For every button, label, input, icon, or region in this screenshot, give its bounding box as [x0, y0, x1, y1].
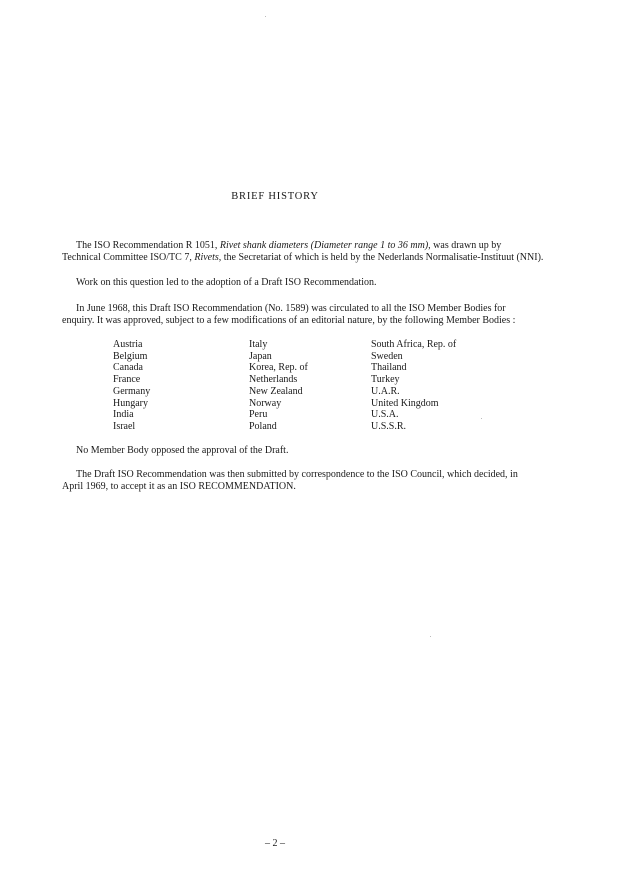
member-body: Netherlands [249, 374, 298, 386]
paragraph-circulation [62, 303, 530, 327]
paragraph-line: The Draft ISO Recommendation was then submitted by correspondence to the ISO Council, which decided, in [76, 469, 518, 480]
page-title: BRIEF HISTORY [231, 191, 319, 202]
paragraph-line [62, 240, 530, 252]
member-column-3 [371, 339, 456, 433]
paragraph-line: April 1969, to accept it as an ISO RECOMMENDATION. [62, 481, 296, 492]
member-body: Korea, Rep. of [249, 362, 308, 374]
member-body: U.A.R. [371, 385, 400, 397]
paragraph-no-opposition [62, 445, 530, 457]
member-body: Hungary [113, 397, 148, 409]
text-run: was drawn up by [430, 240, 502, 251]
member-body: Peru [249, 409, 268, 421]
member-body: Turkey [371, 374, 400, 386]
text-run: Technical Committee ISO/TC 7, [62, 252, 195, 263]
member-body: Sweden [371, 350, 403, 362]
paragraph-line: In June 1968, this Draft ISO Recommendation (No. 1589) was circulated to all the ISO Member Bodies for [76, 303, 506, 314]
scan-speck [481, 418, 482, 419]
paragraph-origin [62, 240, 544, 264]
paragraph-line: Work on this question led to the adoption of a Draft ISO Recommendation. [76, 277, 377, 288]
member-body: U.S.S.R. [371, 420, 407, 432]
paragraph-adoption [62, 277, 530, 289]
member-body: India [113, 409, 134, 421]
scan-speck [265, 16, 266, 17]
paragraph-line [62, 252, 544, 264]
member-body: France [113, 374, 141, 386]
member-column-2 [249, 339, 308, 433]
member-body: South Africa, Rep. of [371, 339, 457, 350]
member-bodies-list [113, 339, 533, 435]
member-body: Italy [249, 339, 268, 350]
paragraph-line: enquiry. It was approved, subject to a few modifications of an editorial nature, by the following Member Bodies : [62, 315, 516, 326]
italic-committee: Rivets, [194, 252, 222, 263]
member-body: Thailand [371, 362, 407, 374]
member-body: Germany [113, 385, 151, 397]
member-body: Canada [113, 362, 143, 374]
member-body: Belgium [113, 350, 148, 362]
scan-speck [430, 636, 431, 637]
text-run: the Secretariat of which is held by the Nederlands Normalisatie-Instituut (NNI). [221, 252, 544, 263]
member-column-1 [113, 339, 150, 433]
member-body: Norway [249, 397, 282, 409]
member-body: New Zealand [249, 385, 303, 397]
member-body: Poland [249, 420, 277, 432]
member-body: United Kingdom [371, 397, 439, 409]
page-number: – 2 – [265, 838, 285, 849]
paragraph-line: No Member Body opposed the approval of the Draft. [76, 445, 289, 456]
text-run: The ISO Recommendation R 1051, [76, 240, 220, 251]
paragraph-acceptance [62, 469, 530, 493]
italic-title: Rivet shank diameters (Diameter range 1 to 36 mm), [219, 240, 431, 251]
member-body: Israel [113, 420, 136, 432]
member-body: Austria [113, 339, 143, 350]
member-body: U.S.A. [371, 409, 399, 421]
member-body: Japan [249, 350, 272, 362]
